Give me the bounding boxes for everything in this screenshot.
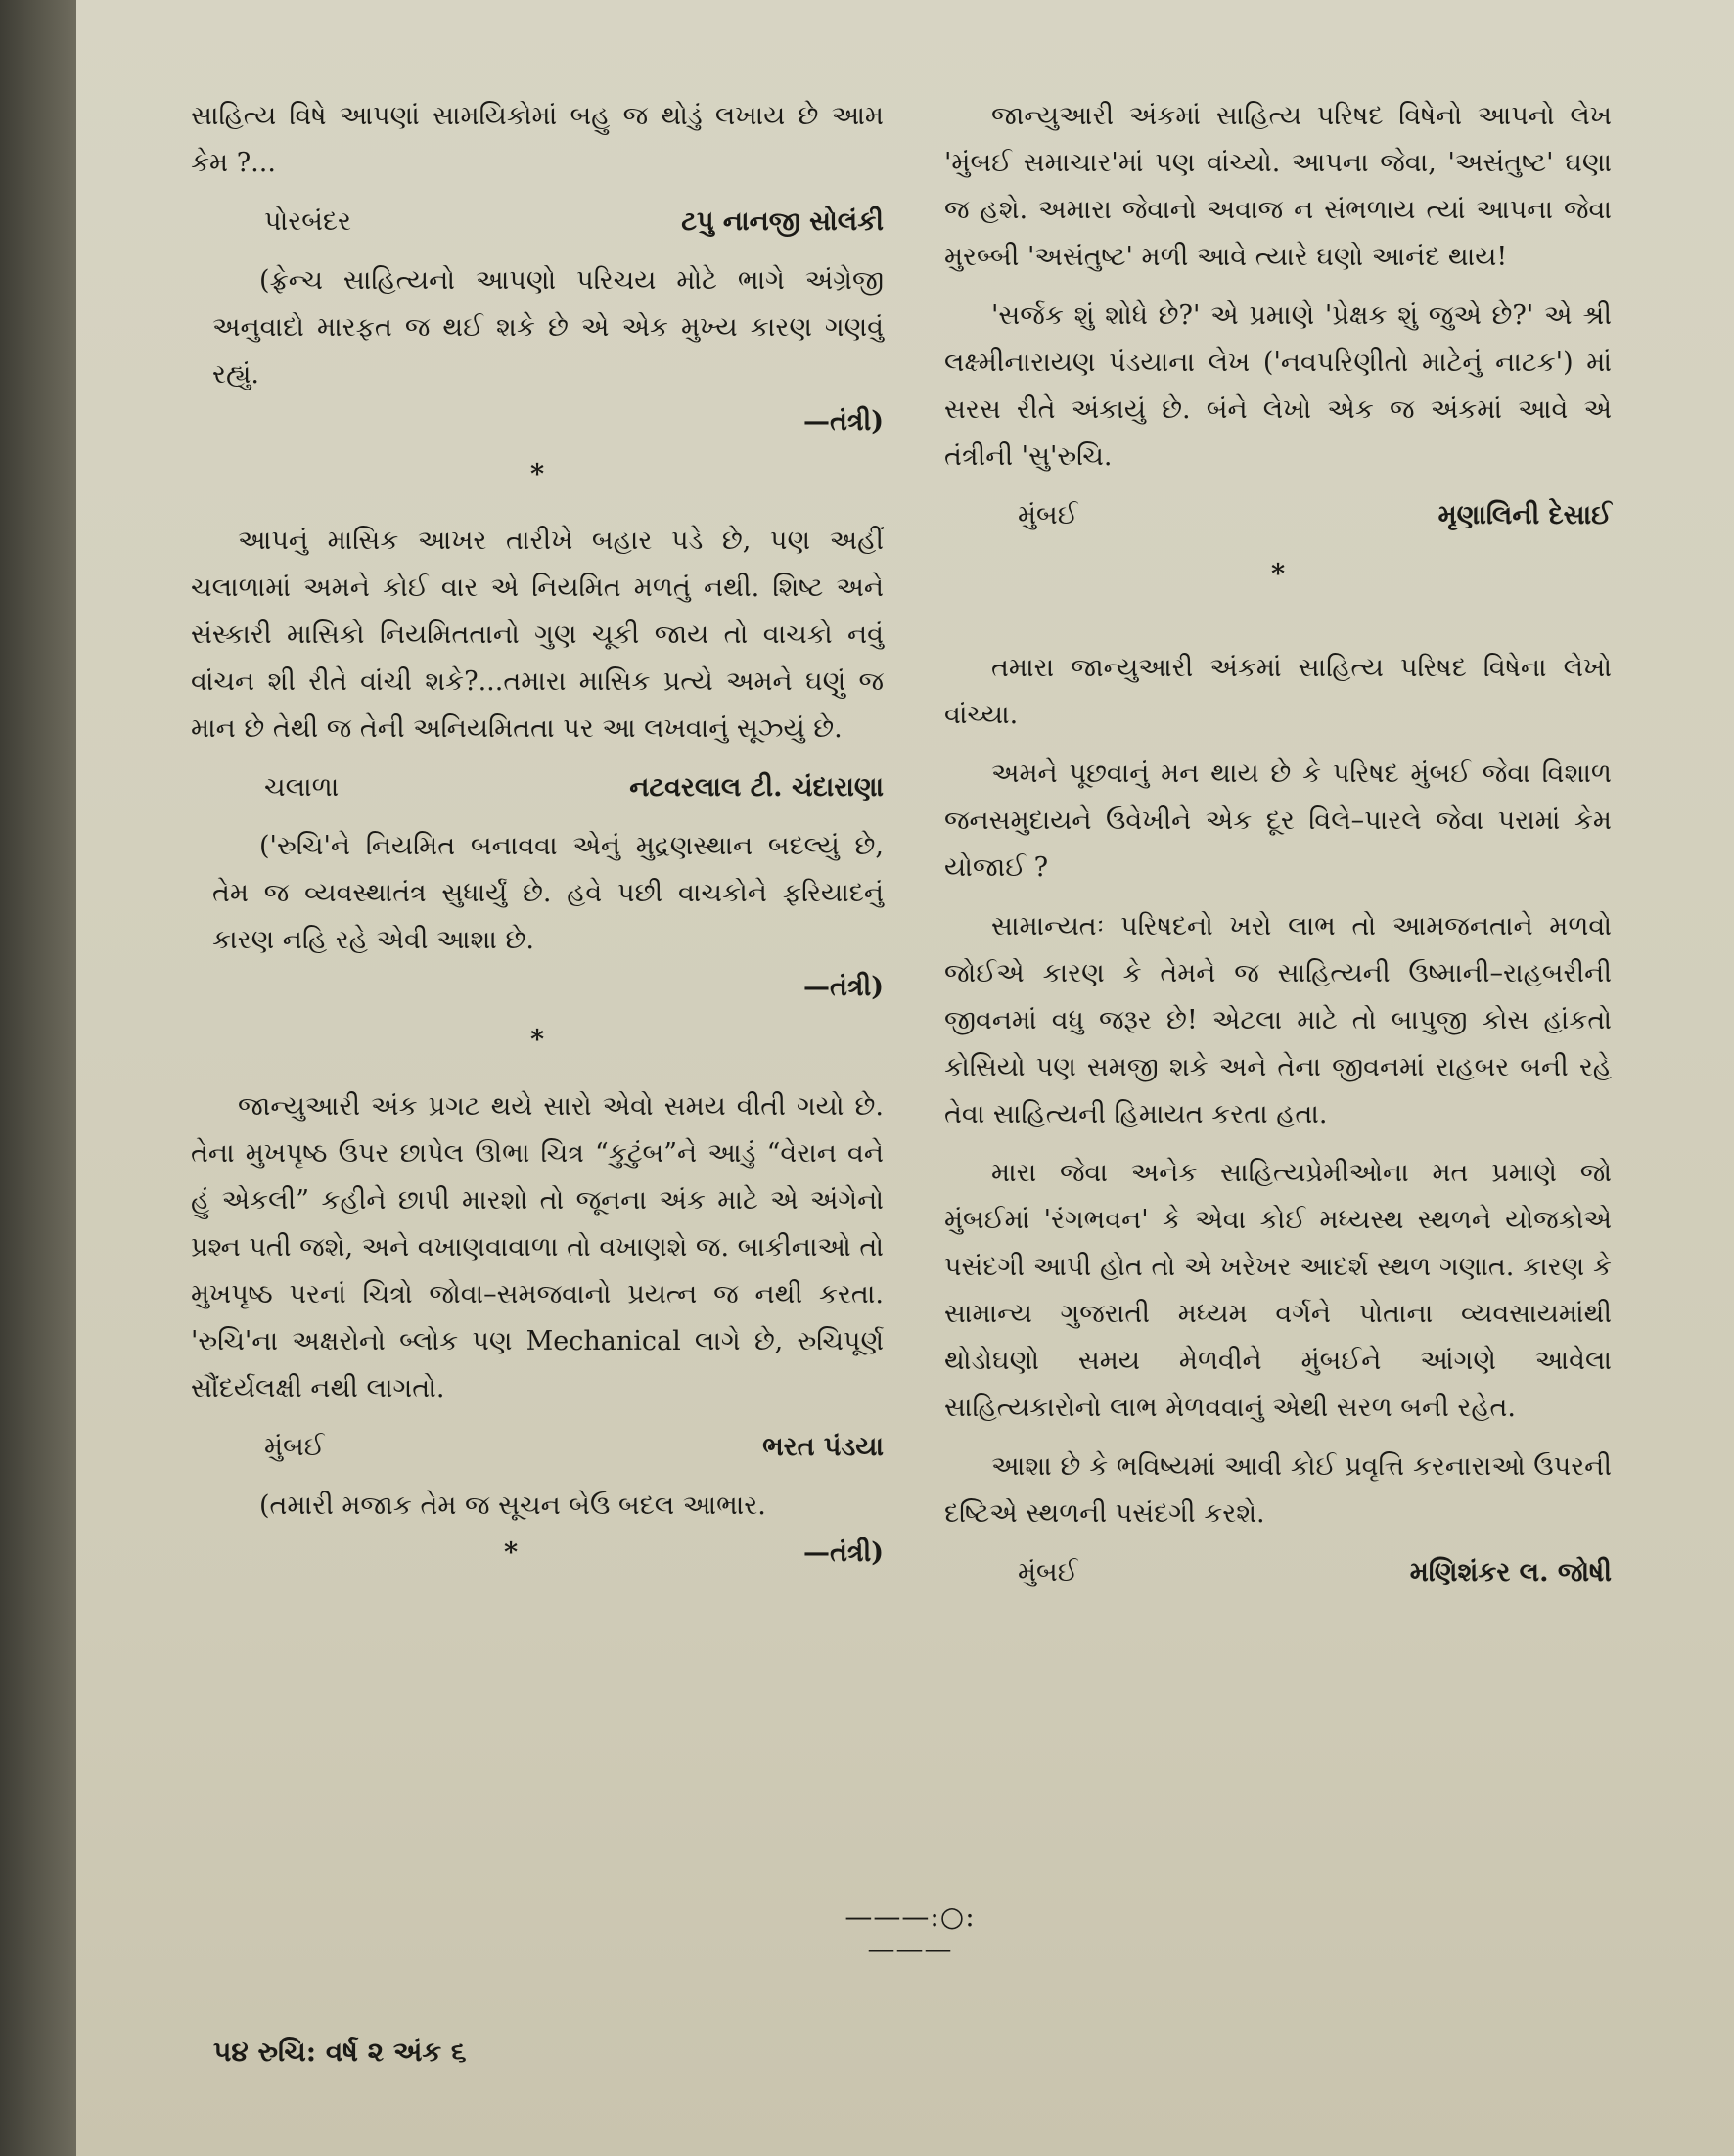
- editor-sign: —તંત્રી): [802, 406, 884, 436]
- editor-sign: —તંત્રી): [802, 972, 884, 1002]
- section-divider: ———:○:———: [844, 1901, 976, 1965]
- book-spine-shadow: [0, 0, 76, 2156]
- letter-signature: [191, 1424, 884, 1471]
- letter-paragraph: જાન્યુઆરી અંક પ્રગટ થયે સારો એવો સમય વીતી ગયો છે. તેના મુખપૃષ્ઠ ઉપર છાપેલ ઊભા ચિત્ર “કુટુંબ”ને આડું “વેરાન વને હું એકલી” કહીને છાપી મારશો તો જૂનના અંક માટે એ અંગેનો પ્રશ્ન પતી જશે, અને વખાણવાવાળા તો વખાણશે જ. બાકીનાઓ તો મુખપૃષ્ઠ પરનાં ચિત્રો જોવા–સમજવાનો પ્રયત્ન જ નથી કરતા. 'રુચિ'ના અક્ષરોનો બ્લોક પણ Mechanical લાગે છે, રુચિપૂર્ણ સૌંદર્યલક્ષી નથી લાગતો.: [191, 1091, 885, 1403]
- letter-paragraph: મારા જેવા અનેક સાહિત્યપ્રેમીઓના મત પ્રમાણે જો મુંબઈમાં 'રંગભવન' કે એવા કોઈ મધ્યસ્થ સ્થળને યોજકોએ પસંદગી આપી હોત તો એ ખરેખર આદર્શ સ્થળ ગણાત. કારણ કે સામાન્ય ગુજરાતી મધ્યમ વર્ગને પોતાના વ્યવસાયમાંથી થોડોઘણો સમય મેળવીને મુંબઈને આંગણે આવેલા સાહિત્યકારોનો લાભ મેળવવાનું એથી સરળ બની રહેત.: [944, 1158, 1612, 1423]
- letter-paragraph: અમને પૂછવાનું મન થાય છે કે પરિષદ મુંબઈ જેવા વિશાળ જનસમુદાયને ઉવેખીને એક દૂર વિલે–પારલે જેવા પરામાં કેમ યોજાઈ ?: [944, 758, 1612, 883]
- letter-paragraph: જાન્યુઆરી અંકમાં સાહિત્ય પરિષદ વિષેનો આપનો લેખ 'મુંબઈ સમાચાર'માં પણ વાંચ્યો. આપના જેવા, 'અસંતુષ્ટ' ઘણા જ હશે. અમારા જેવાનો અવાજ ન સંભળાય ત્યાં આપના જેવા મુરબ્બી 'અસંતુષ્ટ' મળી આવે ત્યારે ઘણો આનંદ થાય!: [944, 101, 1612, 272]
- signature-name: ટપુ નાનજી સોલંકી: [681, 206, 884, 237]
- section-star: *: [504, 1537, 519, 1568]
- letter-signature: [191, 764, 884, 811]
- signature-name: નટવરલાલ ટી. ચંદારાણા: [629, 772, 884, 803]
- editor-sign-row: [191, 1530, 884, 1577]
- letter-paragraph: તમારા જાન્યુઆરી અંકમાં સાહિત્ય પરિષદ વિષેના લેખો વાંચ્યા.: [944, 653, 1612, 730]
- signature-place: મુંબઈ: [1018, 1557, 1078, 1587]
- signature-name: ભરત પંડયા: [762, 1432, 884, 1462]
- right-column: [944, 93, 1612, 1608]
- letter-paragraph: આપનું માસિક આખર તારીખે બહાર પડે છે, પણ અહીં ચલાળામાં અમને કોઈ વાર એ નિયમિત મળતું નથી. શિષ્ટ અને સંસ્કારી માસિકો નિયમિતતાનો ગુણ ચૂકી જાય તો વાચકો નવું વાંચન શી રીતે વાંચી શકે?...તમારા માસિક પ્રત્યે અમને ઘણું જ માન છે તેથી જ તેની અનિયમિતતા પર આ લખવાનું સૂઝ્યું છે.: [191, 526, 884, 744]
- letter-paragraph: આશા છે કે ભવિષ્યમાં આવી કોઈ પ્રવૃત્તિ કરનારાઓ ઉપરની દષ્ટિએ સ્થળની પસંદગી કરશે.: [944, 1451, 1612, 1529]
- left-column: [191, 93, 884, 1588]
- editor-note: ('રુચિ'ને નિયમિત બનાવવા એનું મુદ્રણસ્થાન બદલ્યું છે, તેમ જ વ્યવસ્થાતંત્ર સુધાર્યું છે. હવે પછી વાચકોને ફરિયાદનું કારણ નહિ રહે એવી આશા છે.: [212, 831, 884, 955]
- section-star: *: [529, 459, 545, 489]
- signature-place: મુંબઈ: [1018, 500, 1078, 530]
- editor-note: (તમારી મજાક તેમ જ સૂચન બેઉ બદલ આભાર.: [259, 1491, 766, 1521]
- section-star: *: [1270, 559, 1286, 589]
- letter-paragraph: સામાન્યતઃ પરિષદનો ખરો લાભ તો આમજનતાને મળવો જોઈએ કારણ કે તેમને જ સાહિત્યની ઉષ્માની–રાહબરીની જીવનમાં વધુ જરૂર છે! એટલા માટે તો બાપુજી કોસ હાંકતો કોસિયો પણ સમજી શકે અને તેના જીવનમાં રાહબર બની રહે તેવા સાહિત્યની હિમાયત કરતા હતા.: [944, 911, 1612, 1129]
- editor-sign: —તંત્રી): [802, 1537, 884, 1568]
- letter-signature: [191, 199, 884, 246]
- signature-place: મુંબઈ: [264, 1432, 325, 1462]
- editor-note: (ફ્રેન્ચ સાહિત્યનો આપણો પરિચય મોટે ભાગે અંગ્રેજી અનુવાદો મારફત જ થઈ શકે છે એ એક મુખ્ય કારણ ગણવું રહ્યું.: [212, 265, 884, 390]
- page-footer: ૫૪ રુચિ: વર્ષ ૨ અંક ૬: [213, 2036, 467, 2068]
- signature-place: ચલાળા: [264, 772, 340, 803]
- signature-place: પોરબંદર: [264, 206, 351, 237]
- signature-name: મણિશંકર લ. જોષી: [1409, 1557, 1612, 1587]
- letter-paragraph: 'સર્જક શું શોધે છે?' એ પ્રમાણે 'પ્રેક્ષક શું જુએ છે?' એ શ્રી લક્ષ્મીનારાયણ પંડયાના લેખ ('નવપરિણીતો માટેનું નાટક') માં સરસ રીતે અંકાયું છે. બંને લેખો એક જ અંકમાં આવે એ તંત્રીની 'સુ'રુચિ.: [944, 300, 1612, 472]
- section-star: *: [529, 1025, 545, 1055]
- letter-signature: [944, 492, 1612, 539]
- signature-name: મૃણાલિની દેસાઈ: [1437, 500, 1612, 530]
- letter-paragraph: સાહિત્ય વિષે આપણાં સામયિકોમાં બહુ જ થોડું લખાય છે આમ કેમ ?...: [191, 101, 884, 178]
- letter-signature: [944, 1549, 1612, 1596]
